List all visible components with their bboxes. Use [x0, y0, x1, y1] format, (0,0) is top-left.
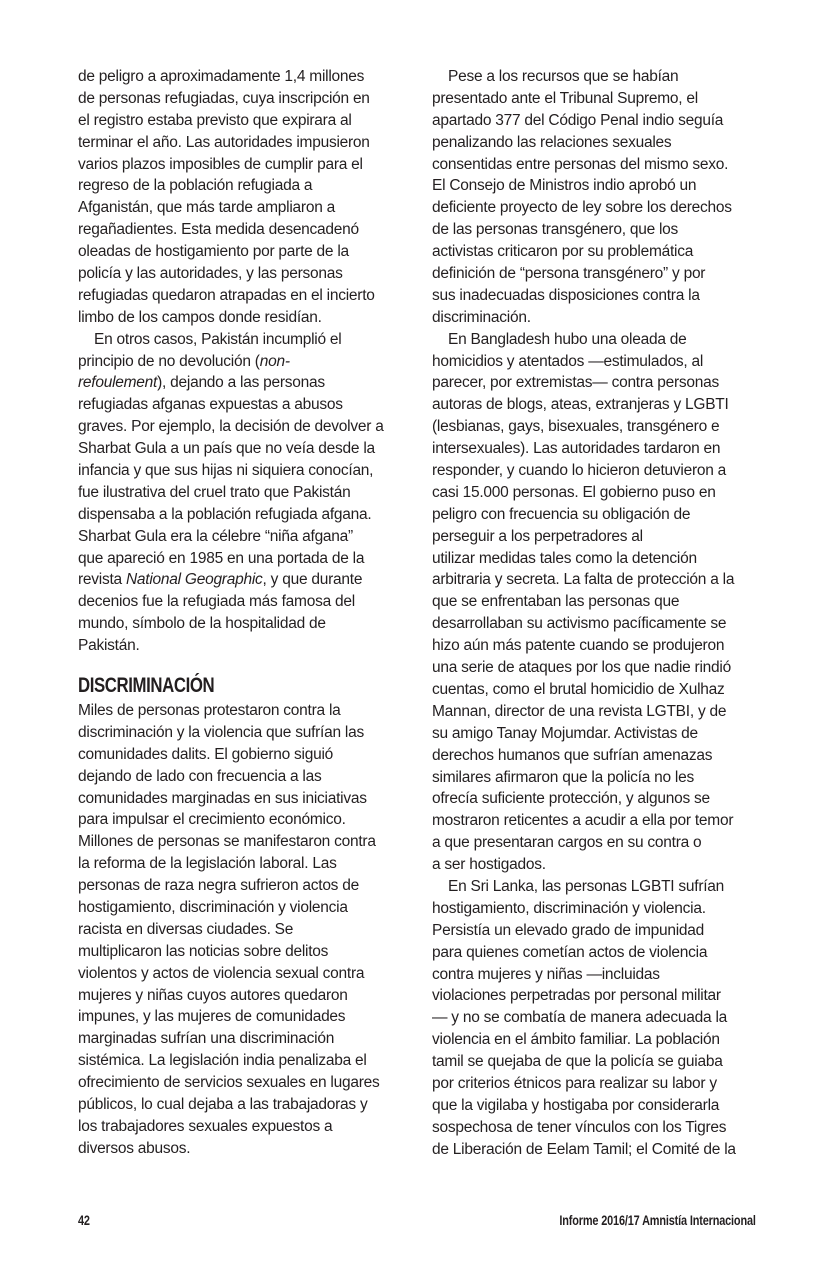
text-segment: perseguir a los perpetradores al	[432, 527, 643, 545]
text-segment: derechos humanos que sufrían amenazas	[432, 746, 713, 764]
text-segment: que la vigilaba y hostigaba por considerarla	[432, 1096, 720, 1114]
text-line	[432, 1007, 736, 1029]
text-segment: violentos y actos de violencia sexual contra	[78, 964, 365, 982]
text-segment: refugiadas afganas expuestas a abusos	[78, 396, 343, 414]
text-line	[432, 898, 736, 920]
text-segment: — y no se combatía de manera adecuada la	[432, 1009, 728, 1027]
text-segment: racista en diversas ciudades. Se	[78, 920, 294, 938]
text-segment: hizo aún más patente cuando se produjeron	[432, 637, 725, 655]
text-line	[78, 351, 384, 373]
text-line	[78, 372, 384, 394]
text-segment: (lesbianas, gays, bisexuales, transgénero e	[432, 418, 720, 436]
text-segment: hostigamiento, discriminación y violencia	[78, 899, 348, 917]
text-segment: Persistía un elevado grado de impunidad	[432, 921, 705, 939]
text-line	[78, 438, 384, 460]
text-segment: a que presentaran cargos en su contra o	[432, 834, 702, 852]
text-line	[78, 175, 384, 197]
text-line	[78, 853, 380, 875]
text-segment: mujeres y niñas cuyos autores quedaron	[78, 986, 348, 1004]
text-line	[78, 1050, 380, 1072]
text-line	[78, 722, 380, 744]
text-line	[432, 1095, 736, 1117]
text-segment: hostigamiento, discriminación y violencia.	[432, 899, 706, 917]
text-line	[78, 569, 384, 591]
text-segment: de peligro a aproximadamente 1,4 millones	[78, 68, 365, 85]
text-line	[78, 788, 380, 810]
text-line	[432, 1117, 736, 1139]
text-line	[432, 175, 736, 197]
text-line	[432, 219, 736, 241]
text-segment: Mannan, director de una revista LGTBI, y de	[432, 702, 727, 720]
text-segment: refugiadas quedaron atrapadas en el incierto	[78, 286, 375, 304]
text-segment: apartado 377 del Código Penal indio seguía	[432, 111, 724, 129]
text-line	[432, 504, 736, 526]
text-line	[432, 767, 736, 789]
text-segment: Miles de personas protestaron contra la	[78, 702, 341, 719]
text-segment: diversos abusos.	[78, 1139, 191, 1157]
text-line	[432, 1051, 736, 1073]
text-line	[432, 1073, 736, 1095]
text-line	[432, 613, 736, 635]
text-line	[78, 875, 380, 897]
text-line	[432, 285, 736, 307]
text-segment: homicidios y atentados —estimulados, al	[432, 352, 704, 370]
text-line	[432, 591, 736, 613]
text-line	[78, 1138, 380, 1160]
text-line	[432, 154, 736, 176]
section-heading-discriminacion: DISCRIMINACIÓN	[78, 674, 215, 697]
text-line	[78, 154, 384, 176]
text-segment: comunidades dalits. El gobierno siguió	[78, 745, 334, 763]
italic-text: non-	[259, 352, 290, 370]
text-line	[78, 219, 384, 241]
text-line	[432, 1029, 736, 1051]
text-segment: casi 15.000 personas. El gobierno puso en	[432, 483, 716, 501]
text-line	[78, 88, 384, 110]
left-column-text-top	[78, 66, 384, 657]
text-segment: discriminación.	[432, 308, 531, 326]
text-segment: presentado ante el Tribunal Supremo, el	[432, 89, 698, 107]
right-column-text	[432, 66, 736, 1161]
text-line	[78, 919, 380, 941]
text-segment: violaciones perpetradas por personal militar	[432, 987, 721, 1005]
text-line	[432, 241, 736, 263]
text-segment: infancia y que sus hijas ni siquiera conocían,	[78, 462, 374, 480]
text-segment: parecer, por extremistas— contra personas	[432, 374, 719, 392]
text-line	[432, 701, 736, 723]
text-segment: activistas criticaron por su problemática	[432, 243, 694, 261]
text-line	[78, 635, 384, 657]
text-segment: que se enfrentaban las personas que	[432, 593, 680, 611]
text-line	[432, 1139, 736, 1161]
text-line	[432, 416, 736, 438]
text-line	[78, 329, 384, 351]
text-line	[78, 482, 384, 504]
text-line	[432, 351, 736, 373]
text-segment: a ser hostigados.	[432, 856, 546, 874]
text-segment: , y que durante	[262, 571, 363, 589]
text-segment: tamil se quejaba de que la policía se guiaba	[432, 1053, 723, 1071]
text-line	[78, 809, 380, 831]
text-line	[432, 372, 736, 394]
text-line	[78, 1072, 380, 1094]
text-segment: marginadas sufrían una discriminación	[78, 1030, 335, 1048]
text-segment: limbo de los campos donde residían.	[78, 308, 322, 326]
text-segment: decenios fue la refugiada más famosa del	[78, 593, 355, 611]
text-line	[78, 394, 384, 416]
text-line	[78, 504, 384, 526]
text-segment: que apareció en 1985 en una portada de la	[78, 549, 365, 567]
text-line	[432, 920, 736, 942]
text-line	[78, 241, 384, 263]
text-line	[432, 329, 736, 351]
page-number: 42	[78, 1212, 90, 1228]
text-segment: para quienes cometían actos de violencia	[432, 943, 708, 961]
text-line	[432, 110, 736, 132]
text-line	[78, 941, 380, 963]
text-segment: de Liberación de Eelam Tamil; el Comité de la	[432, 1140, 736, 1158]
text-segment: Millones de personas se manifestaron contra	[78, 833, 376, 851]
text-segment: Pese a los recursos que se habían	[448, 68, 679, 85]
text-line	[432, 88, 736, 110]
text-segment: la reforma de la legislación laboral. Las	[78, 855, 337, 873]
text-segment: definición de “persona transgénero” y por	[432, 265, 706, 283]
text-segment: sus inadecuadas disposiciones contra la	[432, 286, 700, 304]
text-segment: Afganistán, que más tarde ampliaron a	[78, 199, 335, 217]
text-segment: ofrecía suficiente protección, y algunos se	[432, 790, 710, 808]
text-segment: Sharbat Gula a un país que no veía desde la	[78, 440, 375, 458]
text-segment: penalizando las relaciones sexuales	[432, 133, 672, 151]
text-segment: mostraron reticentes a acudir a ella por temor	[432, 812, 734, 830]
text-line	[432, 942, 736, 964]
text-line	[432, 723, 736, 745]
text-segment: El Consejo de Ministros indio aprobó un	[432, 177, 697, 195]
text-line	[432, 745, 736, 767]
text-line	[78, 526, 384, 548]
italic-text: National Geographic	[125, 571, 263, 589]
text-segment: ofrecimiento de servicios sexuales en lugares	[78, 1074, 380, 1092]
text-segment: Sharbat Gula era la célebre “niña afgana”	[78, 527, 353, 545]
text-segment: el registro estaba previsto que expirara al	[78, 111, 352, 129]
text-line	[78, 66, 384, 88]
text-line	[78, 897, 380, 919]
text-line	[78, 613, 384, 635]
text-line	[78, 985, 380, 1007]
text-line	[78, 285, 384, 307]
left-column-text-discrimination	[78, 700, 380, 1160]
text-line	[432, 985, 736, 1007]
text-segment: sistémica. La legislación india penalizaba el	[78, 1052, 367, 1070]
text-segment: oleadas de hostigamiento por parte de la	[78, 243, 349, 261]
text-line	[432, 810, 736, 832]
text-line	[78, 1006, 380, 1028]
text-line	[78, 963, 380, 985]
text-line	[78, 1094, 380, 1116]
text-segment: terminar el año. Las autoridades impusieron	[78, 133, 370, 151]
text-segment: impunes, y las mujeres de comunidades	[78, 1008, 346, 1026]
text-segment: fue ilustrativa del cruel trato que Pakistán	[78, 483, 351, 501]
text-segment: similares afirmaron que la policía no les	[432, 768, 694, 786]
text-segment: intersexuales). Las autoridades tardaron en	[432, 440, 721, 458]
text-segment: desarrollaban su activismo pacíficamente se	[432, 615, 727, 633]
text-segment: sospechosa de tener vínculos con los Tigres	[432, 1118, 727, 1136]
text-line	[432, 526, 736, 548]
text-segment: dejando de lado con frecuencia a las	[78, 767, 322, 785]
text-segment: los trabajadores sexuales expuestos a	[78, 1117, 333, 1135]
text-line	[432, 548, 736, 570]
footer-publication-title: Informe 2016/17 Amnistía Internacional	[559, 1212, 756, 1228]
text-line	[432, 307, 736, 329]
text-line	[78, 591, 384, 613]
text-segment: públicos, lo cual dejaba a las trabajadoras y	[78, 1096, 368, 1114]
text-segment: consentidas entre personas del mismo sexo.	[432, 155, 729, 173]
text-segment: cuentas, como el brutal homicidio de Xulhaz	[432, 680, 725, 698]
text-line	[432, 876, 736, 898]
text-line	[78, 1028, 380, 1050]
text-segment: multiplicaron las noticias sobre delitos	[78, 942, 329, 960]
text-segment: regreso de la población refugiada a	[78, 177, 313, 195]
text-line	[432, 66, 736, 88]
text-segment: En Sri Lanka, las personas LGBTI sufrían	[448, 877, 725, 895]
text-line	[78, 110, 384, 132]
text-line	[78, 548, 384, 570]
text-line	[78, 416, 384, 438]
text-segment: policía y las autoridades, y las personas	[78, 265, 343, 283]
text-line	[432, 679, 736, 701]
text-segment: regañadientes. Esta medida desencadenó	[78, 221, 359, 239]
text-line	[78, 744, 380, 766]
text-segment: violencia en el ámbito familiar. La población	[432, 1031, 720, 1049]
text-segment: responder, y cuando lo hicieron detuvieron a	[432, 462, 727, 480]
text-segment: dispensaba a la población refugiada afgana.	[78, 505, 372, 523]
text-line	[432, 263, 736, 285]
text-line	[432, 197, 736, 219]
text-segment: En Bangladesh hubo una oleada de	[448, 330, 687, 348]
text-segment: varios plazos imposibles de cumplir para el	[78, 155, 363, 173]
text-segment: arbitraria y secreta. La falta de protección a la	[432, 571, 735, 589]
text-segment: utilizar medidas tales como la detención	[432, 549, 697, 567]
text-line	[78, 831, 380, 853]
text-line	[78, 197, 384, 219]
text-segment: En otros casos, Pakistán incumplió el	[94, 330, 342, 348]
text-segment: su amigo Tanay Mojumdar. Activistas de	[432, 724, 698, 742]
text-segment: para impulsar el crecimiento económico.	[78, 811, 346, 829]
text-line	[78, 263, 384, 285]
text-line	[432, 394, 736, 416]
text-segment: discriminación y la violencia que sufrían las	[78, 723, 364, 741]
text-segment: por criterios étnicos para realizar su labor y	[432, 1074, 717, 1092]
text-segment: ), dejando a las personas	[157, 374, 325, 392]
text-segment: de personas refugiadas, cuya inscripción en	[78, 89, 370, 107]
text-line	[432, 132, 736, 154]
text-segment: una serie de ataques por los que nadie rindió	[432, 659, 731, 677]
text-line	[432, 964, 736, 986]
text-line	[78, 1116, 380, 1138]
text-segment: comunidades marginadas en sus iniciativas	[78, 789, 367, 807]
text-line	[432, 635, 736, 657]
text-line	[78, 700, 380, 722]
text-line	[432, 854, 736, 876]
text-line	[432, 569, 736, 591]
text-segment: autoras de blogs, ateas, extranjeras y LGBTI	[432, 396, 729, 414]
text-segment: revista	[78, 571, 126, 589]
text-segment: mundo, símbolo de la hospitalidad de	[78, 615, 326, 633]
text-line	[78, 132, 384, 154]
text-segment: contra mujeres y niñas —incluidas	[432, 965, 660, 983]
text-segment: graves. Por ejemplo, la decisión de devolver a	[78, 418, 384, 436]
text-segment: personas de raza negra sufrieron actos de	[78, 877, 359, 895]
text-segment: Pakistán.	[78, 637, 140, 655]
text-line	[432, 438, 736, 460]
italic-text: refoulement	[78, 374, 158, 392]
text-segment: deficiente proyecto de ley sobre los derechos	[432, 199, 732, 217]
text-line	[432, 832, 736, 854]
text-line	[78, 460, 384, 482]
text-segment: peligro con frecuencia su obligación de	[432, 505, 691, 523]
text-line	[78, 307, 384, 329]
text-line	[78, 766, 380, 788]
text-line	[432, 657, 736, 679]
text-line	[432, 460, 736, 482]
text-segment: de las personas transgénero, que los	[432, 221, 679, 239]
text-segment: principio de no devolución (	[78, 352, 260, 370]
text-line	[432, 482, 736, 504]
text-line	[432, 788, 736, 810]
